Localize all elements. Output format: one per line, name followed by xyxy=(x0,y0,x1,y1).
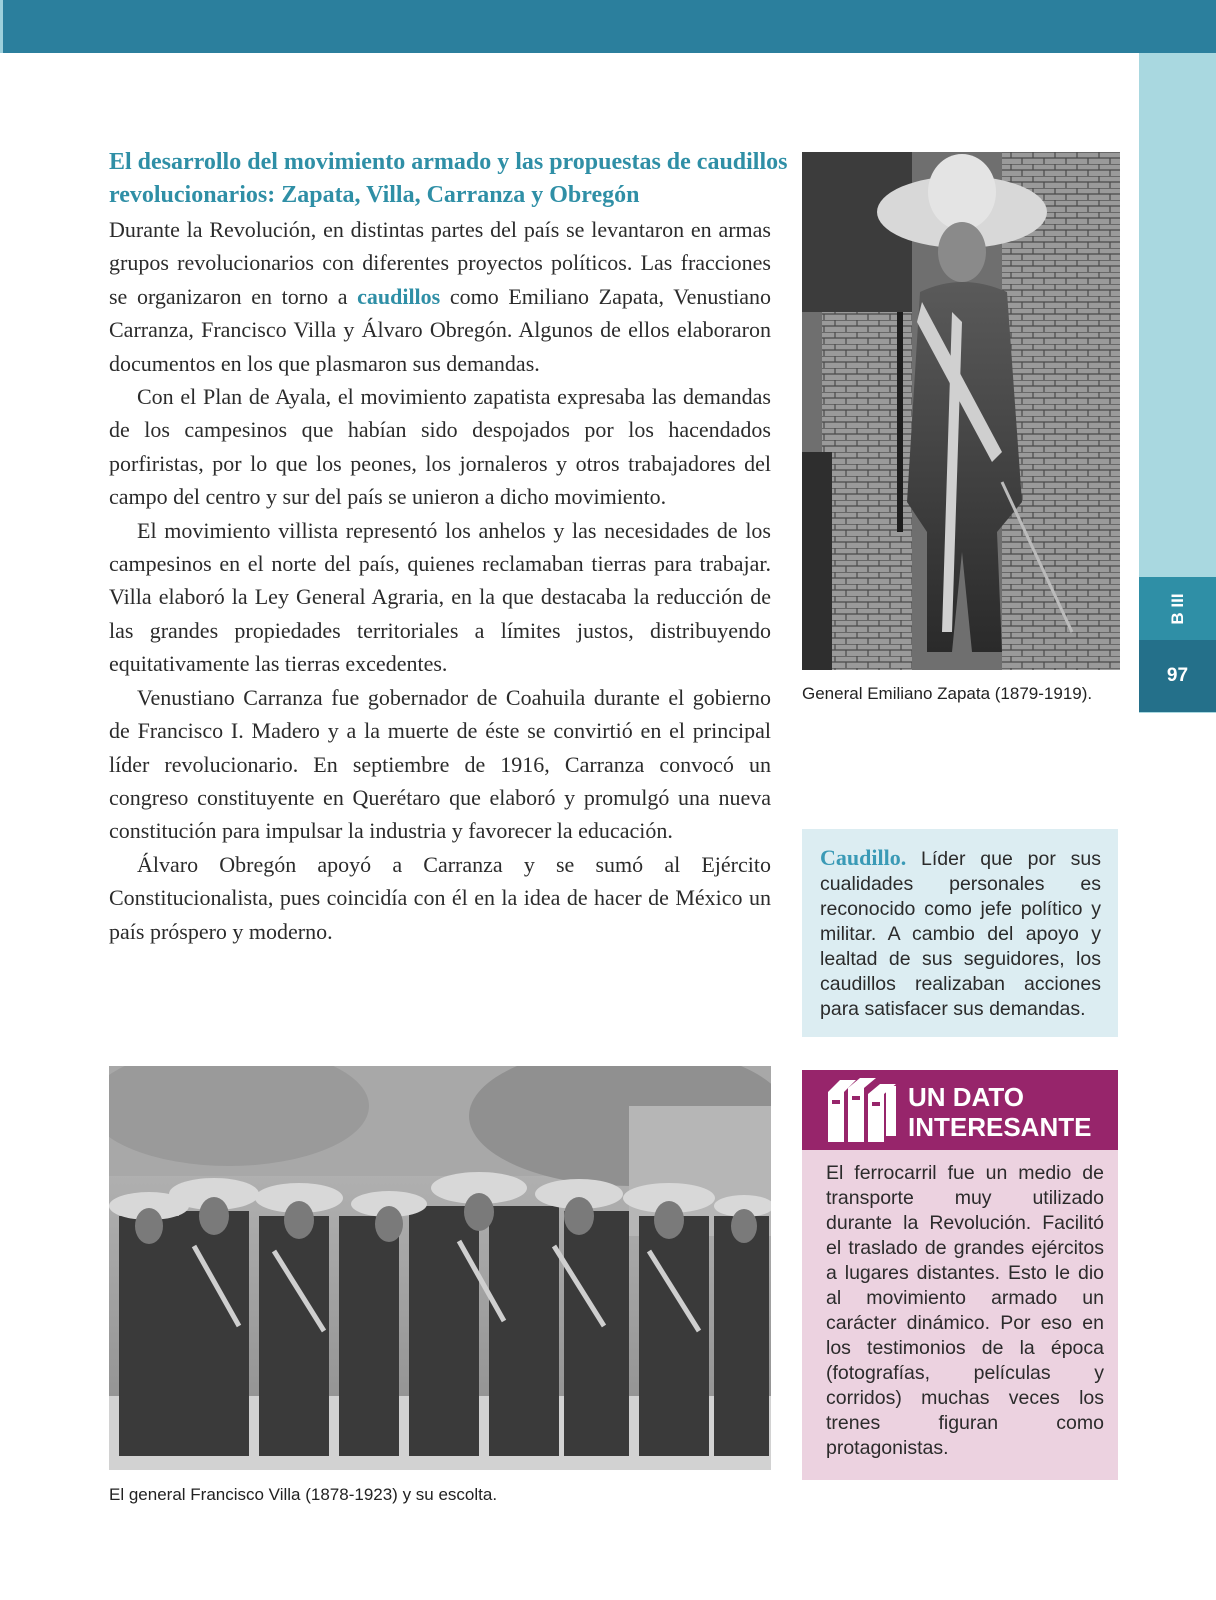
block-tab xyxy=(1139,577,1216,640)
paragraph-3: El movimiento villista representó los anhelos y las necesidades de los campesinos en el norte del país, quienes reclamaban tierras para trabajar. Villa elaboró la Ley General Agraria, en la que destacaba la reducción de las grandes propiedades territoriales a límites justos, distribuyendo equitativamente las tierras excedentes. xyxy=(109,517,771,677)
villa-photo xyxy=(109,1066,771,1470)
top-banner xyxy=(0,0,1216,53)
zapata-caption: General Emiliano Zapata (1879-1919). xyxy=(802,684,1093,703)
block-label: B III xyxy=(1167,592,1187,625)
zapata-photo xyxy=(802,152,1120,670)
body-text xyxy=(109,213,771,948)
page-number: 97 xyxy=(1139,640,1216,712)
glossary-definition: Líder que por sus cualidades personales es reconocido como jefe político y militar. A cambio del apoyo y lealtad de sus seguidores, los caudillos realizaban acciones para satisfacer sus demandas. xyxy=(820,848,1101,1020)
section-title: El desarrollo del movimiento armado y las propuestas de caudillos revolucionarios: Zapata, Villa, Carranza y Obregón xyxy=(109,149,788,208)
paragraph-4: Venustiano Carranza fue gobernador de Coahuila durante el gobierno de Francisco I. Madero y a la muerte de éste se convirtió en el principal líder revolucionario. En septiembre de 1916, Carranza convocó un congreso constituyente en Querétaro que elaboró y promulgó una nueva constitución para impulsar la industria y favorecer la educación. xyxy=(109,684,771,844)
books-icon xyxy=(826,1076,902,1146)
fact-box-text: El ferrocarril fue un medio de transporte muy utilizado durante la Revolución. Facilitó el traslado de grandes ejércitos a lugares distantes. Esto le dio al movimiento armado un carácter dinámico. Por eso en los testimonios de la época (fotografías, películas y corridos) muchas veces los trenes figuran como protagonistas. xyxy=(826,1162,1104,1459)
p1-text: Durante la Revolución, en distintas partes del país se levantaron en armas grupos revolucionarios con diferentes proyectos políticos. Las fracciones se organizaron en torno a xyxy=(109,217,771,309)
paragraph-2: Con el Plan de Ayala, el movimiento zapatista expresaba las demandas de los campesinos que habían sido despojados por los hacendados porfiristas, por lo que los peones, los jornaleros y otros trabajadores del campo del centro y sur del país se unieron a dicho movimiento. xyxy=(109,384,771,510)
paragraph-5: Álvaro Obregón apoyó a Carranza y se sumó al Ejército Constitucionalista, pues coincidía con él en la idea de hacer de México un país próspero y moderno. xyxy=(109,851,771,944)
fact-box-header xyxy=(802,1070,1118,1150)
fact-box xyxy=(802,1070,1118,1480)
p1-text-end: como Emiliano Zapata, Venustiano Carranza, Francisco Villa y Álvaro Obregón. Algunos de ellos elaboraron documentos en los que plasmaron sus demandas. xyxy=(109,283,771,376)
paragraph-1 xyxy=(109,213,771,380)
villa-caption: El general Francisco Villa (1878-1923) y su escolta. xyxy=(109,1485,498,1504)
glossary-box xyxy=(802,829,1118,1037)
top-banner-edge xyxy=(0,0,3,53)
glossary-keyword: caudillos xyxy=(357,283,441,309)
fact-box-title: UN DATO INTERESANTE xyxy=(908,1082,1092,1142)
glossary-term: Caudillo. xyxy=(820,845,907,870)
